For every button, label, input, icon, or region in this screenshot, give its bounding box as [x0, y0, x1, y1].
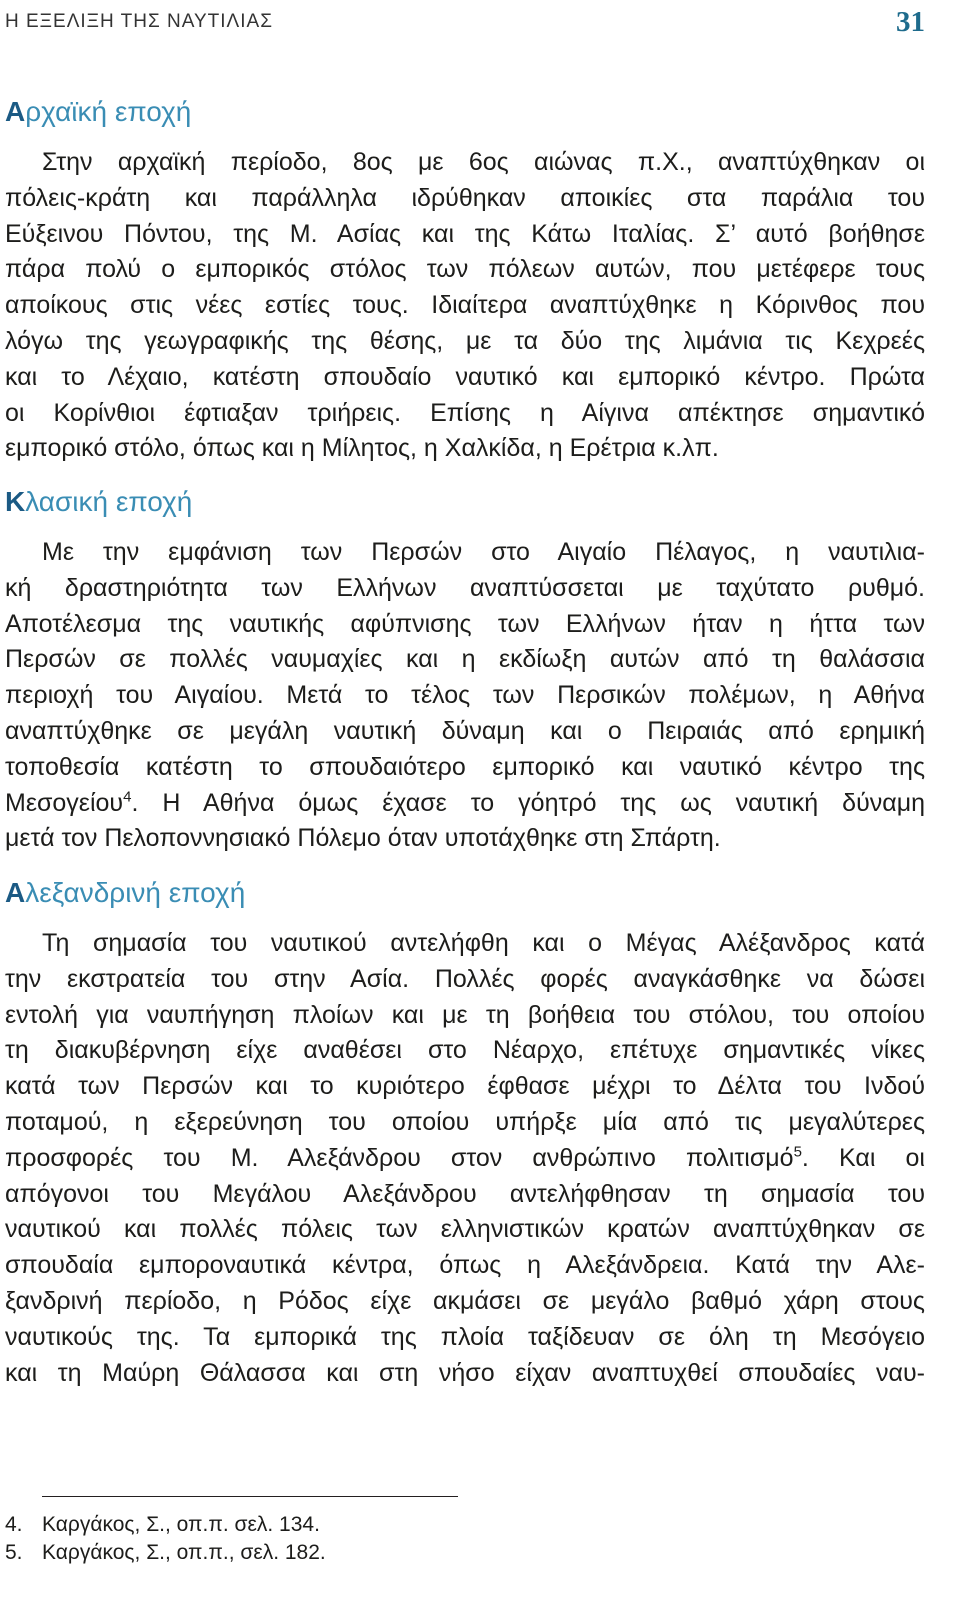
section-archaic-era — [5, 94, 925, 467]
section-heading: Αλεξανδρινή εποχή — [5, 877, 246, 908]
footnote-number: 4. — [5, 1513, 23, 1536]
text-line: και το Λέχαιο, κατέστη σπουδαίο ναυτικό και εμπορικό κέντρο. Πρώτα — [5, 362, 925, 391]
section-alexandrian-era — [5, 875, 925, 1391]
footnote-divider — [42, 1496, 458, 1497]
section-classical-era — [5, 484, 925, 857]
text-line: οι Κορίνθιοι έφτιαξαν τριήρεις. Επίσης η Αίγινα απέκτησε σημαντικό — [5, 398, 925, 427]
line-text: Μεσογείου — [5, 788, 124, 817]
footnote-item — [5, 1511, 905, 1539]
footnote-text: Καργάκος, Σ., οπ.π., σελ. 182. — [42, 1541, 326, 1564]
text-line: ξανδρινή περίοδο, η Ρόδος είχε ακμάσει σε μεγάλο βαθμό χάρη στους — [5, 1286, 925, 1315]
text-line: σπουδαία εμποροναυτικά κέντρα, όπως η Αλεξάνδρεια. Κατά την Αλε- — [5, 1251, 925, 1280]
page-number: 31 — [896, 6, 925, 38]
text-line — [5, 1141, 925, 1177]
text-line: Εύξεινου Πόντου, της Μ. Ασίας και της Κάτω Ιταλίας. Σ’ αυτό βοήθησε — [5, 219, 925, 248]
footnote-item — [5, 1539, 905, 1567]
text-line: ναυτικούς της. Τα εμπορικά της πλοία ταξίδευαν σε όλη τη Μεσόγειο — [5, 1322, 925, 1351]
footnote-number: 5. — [5, 1541, 23, 1564]
running-title: Η ΕΞΕΛΙΞΗ ΤΗΣ ΝΑΥΤΙΛΙΑΣ — [5, 11, 273, 32]
text-line: πόλεις-κράτη και παράλληλα ιδρύθηκαν αποικίες στα παράλια του — [5, 183, 925, 212]
text-line: Αποτέλεσμα της ναυτικής αφύπνισης των Ελλήνων ήταν η ήττα των — [5, 609, 925, 638]
text-line: κατά των Περσών και το κυριότερο έφθασε μέχρι το Δέλτα του Ινδού — [5, 1072, 925, 1101]
text-line: εντολή για ναυπήγηση πλοίων και με τη βοήθεια του στόλου, του οποίου — [5, 1000, 925, 1029]
footnote-text: Καργάκος, Σ., οπ.π. σελ. 134. — [42, 1513, 320, 1536]
text-line: πάρα πολύ ο εμπορικός στόλος των πόλεων αυτών, που μετέφερε τους — [5, 255, 925, 284]
footnotes — [5, 1511, 905, 1567]
text-line: περιοχή του Αιγαίου. Μετά το τέλος των Περσικών πολέμων, η Αθήνα — [5, 681, 925, 710]
footnote-reference: 4 — [123, 788, 132, 806]
text-line: Περσών σε πολλές ναυμαχίες και η εκδίωξη αυτών από τη θαλάσσια — [5, 645, 925, 674]
section-heading: Κλασική εποχή — [5, 486, 193, 517]
text-line: ποταμού, η εξερεύνηση του οποίου υπήρξε μία από τις μεγαλύτερες — [5, 1107, 925, 1136]
section-heading: Αρχαϊκή εποχή — [5, 96, 192, 127]
text-line: αναπτύχθηκε σε μεγάλη ναυτική δύναμη και ο Πειραιάς από ερημική — [5, 716, 925, 745]
text-line: τοποθεσία κατέστη το σπουδαιότερο εμπορικό και ναυτικό κέντρο της — [5, 752, 925, 781]
text-line: λόγω της γεωγραφικής της θέσης, με τα δύο της λιμάνια τις Κεχρεές — [5, 326, 925, 355]
text-line: μετά τον Πελοποννησιακό Πόλεμο όταν υποτάχθηκε στη Σπάρτη. — [5, 824, 721, 853]
text-line: Με την εμφάνιση των Περσών στο Αιγαίο Πέλαγος, η ναυτιλια- — [42, 538, 925, 566]
paragraph — [5, 926, 925, 1391]
text-line — [5, 786, 925, 822]
text-line: Τη σημασία του ναυτικού αντελήφθη και ο Μέγας Αλέξανδρος κατά — [42, 929, 925, 957]
text-line: την εκστρατεία του στην Ασία. Πολλές φορές αναγκάσθηκε να δώσει — [5, 964, 925, 993]
text-line: εμπορικό στόλο, όπως και η Μίλητος, η Χαλκίδα, η Ερέτρια κ.λπ. — [5, 434, 719, 463]
text-line: κή δραστηριότητα των Ελλήνων αναπτύσσεται με ταχύτατο ρυθμό. — [5, 573, 925, 602]
text-line: απόγονοι του Μεγάλου Αλεξάνδρου αντελήφθησαν τη σημασία του — [5, 1179, 925, 1208]
text-line: τη διακυβέρνηση είχε αναθέσει στο Νέαρχο, επέτυχε σημαντικές νίκες — [5, 1036, 925, 1065]
text-line: αποίκους στις νέες εστίες τους. Ιδιαίτερα αναπτύχθηκε η Κόρινθος που — [5, 291, 925, 320]
text-line: Στην αρχαϊκή περίοδο, 8ος με 6ος αιώνας π.Χ., αναπτύχθηκαν οι — [42, 148, 925, 176]
paragraph — [5, 535, 925, 857]
line-text: . Η Αθήνα όμως έχασε το γόητρό της ως ναυτική δύναμη — [131, 788, 925, 817]
text-line: και τη Μαύρη Θάλασσα και στη νήσο είχαν αναπτυχθεί σπουδαίες ναυ- — [5, 1358, 925, 1387]
line-text: . Και οι — [801, 1143, 925, 1172]
paragraph — [5, 145, 925, 467]
line-text: προσφορές του Μ. Αλεξάνδρου στον ανθρώπινο πολιτισμό — [5, 1143, 794, 1172]
text-line: ναυτικού και πολλές πόλεις των ελληνιστικών κρατών αναπτύχθηκαν σε — [5, 1215, 925, 1244]
footnote-reference: 5 — [793, 1143, 802, 1161]
